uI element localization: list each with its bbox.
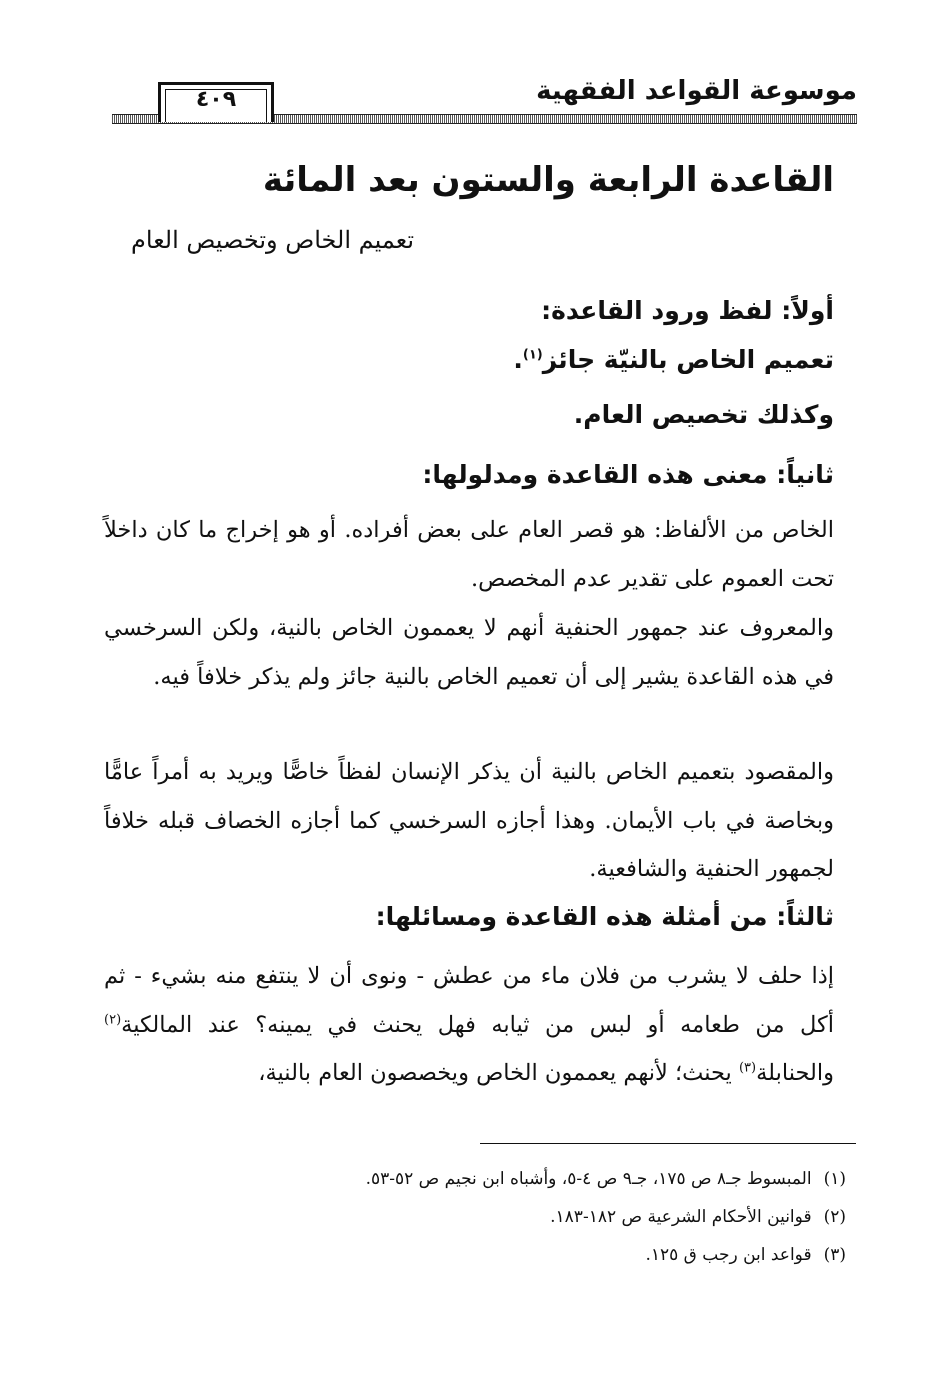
section2-paragraph-3: والمقصود بتعميم الخاص بالنية أن يذكر الإنسان لفظاً خاصًّا ويريد به أمراً عامًّا وبخاصة في باب الأيمان. وهذا أجازه السرخسي كما أجازه الخصاف قبله خلافاً لجمهور الحنفية والشافعية.: [104, 759, 834, 882]
section1-heading: أولاً: لفظ ورود القاعدة:: [541, 296, 834, 325]
footnote-text: المبسوط جـ٨ ص ١٧٥، جـ٩ ص ٤-٥، وأشباه ابن نجيم ص ٥٢-٥٣.: [365, 1169, 812, 1189]
footnote-ref-1[interactable]: (١): [522, 347, 543, 363]
section2-heading: ثانياً: معنى هذه القاعدة ومدلولها:: [422, 460, 834, 489]
footnote-number: (١): [823, 1169, 846, 1189]
footnote-number: (٣): [823, 1245, 846, 1265]
footnote-ref-3[interactable]: (٣): [738, 1060, 757, 1076]
section3-heading: ثالثاً: من أمثلة هذه القاعدة ومسائلها:: [375, 902, 834, 931]
rule-statement-1-end: .: [513, 345, 523, 374]
running-title: موسوعة القواعد الفقهية: [536, 76, 857, 106]
rule-subtitle: تعميم الخاص وتخصيص العام: [131, 226, 414, 254]
footnote-text: قوانين الأحكام الشرعية ص ١٨٢-١٨٣.: [550, 1207, 812, 1227]
rule-statement-2: وكذلك تخصيص العام.: [573, 400, 834, 429]
footnote-3: [366, 1236, 846, 1274]
footnote-ref-2[interactable]: (٢): [104, 1012, 122, 1027]
footnote-text: قواعد ابن رجب ق ١٢٥.: [645, 1245, 812, 1265]
section3-text-c: يحنث؛ لأنهم يعممون الخاص ويخصصون العام بالنية،: [258, 1060, 739, 1086]
section3-paragraph-1: [104, 952, 834, 1098]
rule-statement-1-text: تعميم الخاص بالنيّة جائز: [542, 345, 834, 374]
footnote-2: [366, 1198, 846, 1236]
section2-paragraph-2: والمعروف عند جمهور الحنفية أنهم لا يعممون الخاص بالنية، ولكن السرخسي في هذه القاعدة يشير إلى أن تعميم الخاص بالنية جائز ولم يذكر خلافاً فيه.: [104, 615, 834, 690]
section3-text-b: والحنابلة: [756, 1060, 834, 1086]
section2-paragraph-1: الخاص من الألفاظ: هو قصر العام على بعض أفراده. أو هو إخراج ما كان داخلاً تحت العموم على تقدير عدم المخصص.: [104, 517, 834, 592]
footnote-1: [366, 1160, 846, 1198]
footnotes: [366, 1160, 846, 1274]
footnote-separator: [480, 1143, 856, 1144]
footnote-number: (٢): [823, 1207, 846, 1227]
rule-title: القاعدة الرابعة والستون بعد المائة: [262, 160, 834, 200]
section3-text-a: إذا حلف لا يشرب من فلان ماء من عطش - ونوى أن لا ينتفع منه بشيء - ثم أكل من طعامه أو لبس من ثيابه فهل يحنث في يمينه؟ عند المالكية: [104, 963, 834, 1038]
page-number-box: [158, 82, 274, 122]
page-header: [112, 70, 857, 126]
rule-statement-1: [513, 345, 834, 374]
page-number: ٤٠٩: [195, 87, 237, 112]
